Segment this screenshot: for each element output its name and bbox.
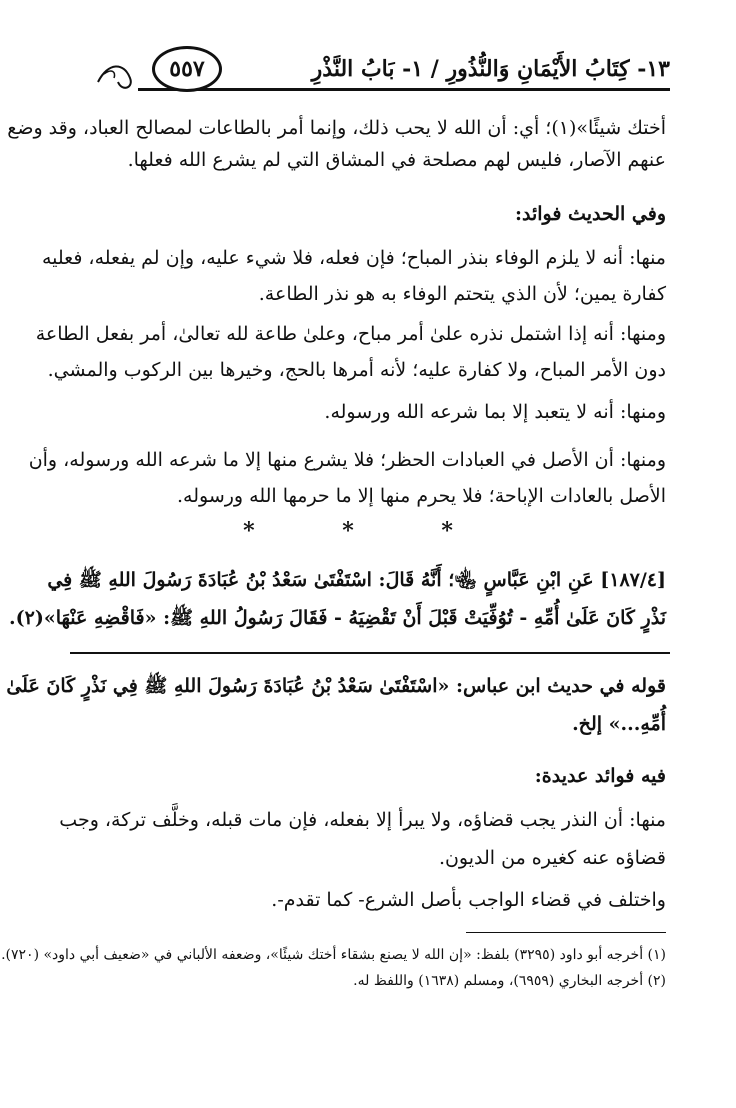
page-header bbox=[60, 42, 670, 98]
footnote: (٢) أخرجه البخاري (٦٩٥٩)، ومسلم (١٦٣٨) واللفظ له. bbox=[353, 973, 666, 989]
section-separator: * * * bbox=[243, 518, 493, 544]
commentary-line: قضاؤه عنه كغيره من الديون. bbox=[438, 847, 666, 869]
body-line: الأصل بالعادات الإباحة؛ فلا يحرم منها إلا ما حرمها الله ورسوله. bbox=[177, 485, 666, 507]
body-line: منها: أنه لا يلزم الوفاء بنذر المباح؛ فإن فعله، فلا شيء عليه، وإن لم يفعله، فعليه bbox=[41, 247, 666, 269]
page-number: ٥٥٧ bbox=[152, 46, 222, 92]
footnote: (١) أخرجه أبو داود (٣٢٩٥) بلفظ: «إن الله لا يصنع بشقاء أختك شيئًا»، وضعفه الألباني في «ضعيف أبي داود» (٧٢٠). bbox=[1, 947, 666, 963]
commentary-line: واختلف في قضاء الواجب بأصل الشرع- كما تقدم-. bbox=[271, 889, 666, 911]
section-heading: فيه فوائد عديدة: bbox=[534, 765, 666, 787]
running-title: ١٣- كِتَابُ الأَيْمَانِ وَالنُّذُورِ / ١- بَابُ النَّذْرِ bbox=[311, 56, 670, 82]
hadith-line: [١٨٧/٤] عَنِ ابْنِ عَبَّاسٍ ﵄؛ أَنَّهُ قَالَ: اسْتَفْتَىٰ سَعْدُ بْنُ عُبَادَةَ رَسُولَ اللهِ ﷺ فِي bbox=[47, 569, 666, 591]
body-line: عنهم الآصار، فليس لهم مصلحة في المشاق التي لم يشرع الله فعلها. bbox=[127, 149, 666, 171]
body-line: دون الأمر المباح، ولا كفارة عليه؛ لأنه أمرها بالحج، وخيرها بين الركوب والمشي. bbox=[47, 359, 666, 381]
body-line: أختك شيئًا»(١)؛ أي: أن الله لا يحب ذلك، وإنما أمر بالطاعات لمصالح العباد، وقد وضع bbox=[7, 117, 666, 139]
header-rule bbox=[138, 88, 670, 91]
commentary-line: أُمِّهِ...» إلخ. bbox=[572, 713, 666, 735]
commentary-line: منها: أن النذر يجب قضاؤه، ولا يبرأ إلا بفعله، فإن مات قبله، وخلَّف تركة، وجب bbox=[59, 809, 666, 831]
body-line: ومنها: أنه لا يتعبد إلا بما شرعه الله ورسوله. bbox=[324, 401, 666, 423]
commentary-line: قوله في حديث ابن عباس: «اسْتَفْتَىٰ سَعْدُ بْنُ عُبَادَةَ رَسُولَ اللهِ ﷺ فِي نَذْرٍ كَانَ عَلَىٰ bbox=[6, 675, 666, 697]
section-divider bbox=[70, 652, 670, 654]
section-heading: وفي الحديث فوائد: bbox=[514, 203, 666, 225]
body-line: ومنها: أن الأصل في العبادات الحظر؛ فلا يشرع منها إلا ما شرعه الله ورسوله، وأن bbox=[28, 449, 666, 471]
hadith-line: نَذْرٍ كَانَ عَلَىٰ أُمِّهِ - تُوُفِّيَتْ قَبْلَ أَنْ تَقْضِيَهُ - فَقَالَ رَسُولُ اللهِ ﷺ: «فَاقْضِهِ عَنْهَا»(٢). bbox=[9, 607, 666, 629]
body-line: ومنها: أنه إذا اشتمل نذره علىٰ أمر مباح، وعلىٰ طاعة لله تعالىٰ، أمر بفعل الطاعة bbox=[35, 323, 666, 345]
body-line: كفارة يمين؛ لأن الذي يتحتم الوفاء به هو نذر الطاعة. bbox=[258, 283, 666, 305]
footnote-rule bbox=[466, 932, 666, 933]
